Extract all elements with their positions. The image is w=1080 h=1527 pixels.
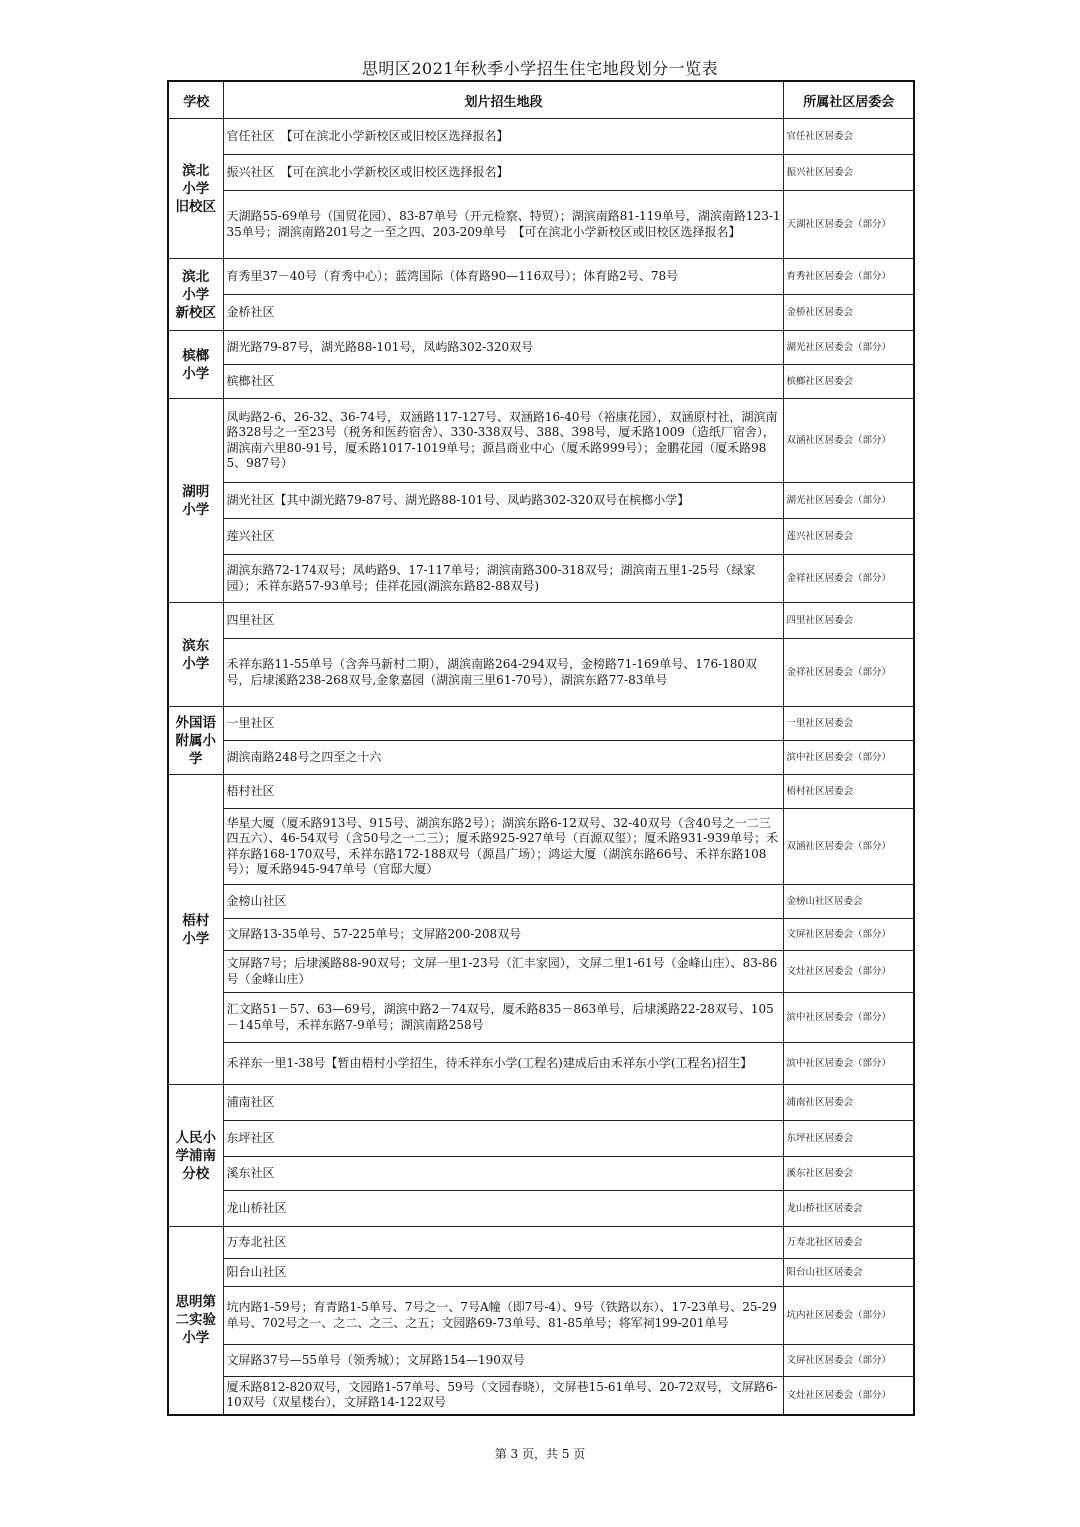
- enrollment-area: 育秀里37－40号（育秀中心）；蓝湾国际（体育路90—116双号）；体育路2号、78号: [223, 259, 783, 295]
- community-committee: 金桥社区居委会: [783, 295, 914, 331]
- community-committee: 溪东社区居委会: [783, 1157, 914, 1191]
- table-row: [168, 519, 914, 555]
- community-committee: 金祥社区居委会（部分）: [783, 639, 914, 707]
- enrollment-area: 坑内路1-59号；育青路1-5单号、7号之一、7号A幢（即7号-4）、9号（铁路以东）、17-23单号、25-29单号、702号之一、之二、之三、之五；文园路69-73单号、81-85单号；将军祠199-201单号: [223, 1287, 783, 1345]
- community-committee: 阳台山社区居委会: [783, 1259, 914, 1287]
- community-committee: 文灶社区居委会（部分）: [783, 1377, 914, 1415]
- header-area: 划片招生地段: [223, 81, 783, 119]
- table-row: [168, 809, 914, 885]
- community-committee: 四里社区居委会: [783, 603, 914, 639]
- enrollment-area: 金桥社区: [223, 295, 783, 331]
- enrollment-area: 禾祥东路11-55单号（含奔马新村二期），湖滨南路264-294双号，金榜路71-169单号、176-180双号，后埭溪路238-268双号,金象嘉园（湖滨南三里61-70号），湖滨东路77-83单号: [223, 639, 783, 707]
- table-row: [168, 1085, 914, 1121]
- table-row: [168, 1157, 914, 1191]
- community-committee: 梧村社区居委会: [783, 775, 914, 809]
- school-name: 滨北 小学 旧校区: [168, 119, 223, 259]
- community-committee: 浦南社区居委会: [783, 1085, 914, 1121]
- school-name: 外国语 附属小 学: [168, 707, 223, 775]
- enrollment-area: 溪东社区: [223, 1157, 783, 1191]
- table-row: [168, 365, 914, 399]
- enrollment-area: 槟榔社区: [223, 365, 783, 399]
- header-community: 所属社区居委会: [783, 81, 914, 119]
- table-row: [168, 1287, 914, 1345]
- enrollment-area: 四里社区: [223, 603, 783, 639]
- enrollment-area: 金榜山社区: [223, 885, 783, 919]
- school-name: 槟榔 小学: [168, 331, 223, 399]
- table-body: [168, 119, 914, 1415]
- enrollment-area: 一里社区: [223, 707, 783, 741]
- enrollment-area: 万寿北社区: [223, 1227, 783, 1259]
- table-row: [168, 155, 914, 191]
- school-name: 思明第 二实验 小学: [168, 1227, 223, 1415]
- table-row: [168, 555, 914, 603]
- community-committee: 坑内社区居委会（部分）: [783, 1287, 914, 1345]
- table-header-row: [168, 81, 914, 119]
- community-committee: 槟榔社区居委会: [783, 365, 914, 399]
- community-committee: 育秀社区居委会（部分）: [783, 259, 914, 295]
- school-name: 湖明 小学: [168, 399, 223, 603]
- table-row: [168, 1345, 914, 1377]
- community-committee: 文屏社区居委会（部分）: [783, 919, 914, 951]
- table-row: [168, 1191, 914, 1227]
- community-committee: 万寿北社区居委会: [783, 1227, 914, 1259]
- table-row: [168, 259, 914, 295]
- community-committee: 官任社区居委会: [783, 119, 914, 155]
- community-committee: 文屏社区居委会（部分）: [783, 1345, 914, 1377]
- table-row: [168, 993, 914, 1043]
- enrollment-area: 莲兴社区: [223, 519, 783, 555]
- community-committee: 东坪社区居委会: [783, 1121, 914, 1157]
- table-row: [168, 1043, 914, 1085]
- enrollment-table: [167, 80, 915, 1416]
- community-committee: 天湖社区居委会（部分）: [783, 191, 914, 259]
- table-row: [168, 191, 914, 259]
- enrollment-area: 湖滨南路248号之四至之十六: [223, 741, 783, 775]
- community-committee: 滨中社区居委会（部分）: [783, 741, 914, 775]
- school-name: 滨东 小学: [168, 603, 223, 707]
- school-name: 滨北 小学 新校区: [168, 259, 223, 331]
- table-row: [168, 775, 914, 809]
- community-committee: 振兴社区居委会: [783, 155, 914, 191]
- table-row: [168, 1259, 914, 1287]
- enrollment-area: 汇文路51－57、63—69号，湖滨中路2－74双号，厦禾路835－863单号，后埭溪路22-28双号、105－145单号，禾祥东路7-9单号；湖滨南路258号: [223, 993, 783, 1043]
- table-row: [168, 919, 914, 951]
- school-name: 梧村 小学: [168, 775, 223, 1085]
- community-committee: 莲兴社区居委会: [783, 519, 914, 555]
- document-title: 思明区2021年秋季小学招生住宅地段划分一览表: [361, 59, 719, 78]
- enrollment-area: 浦南社区: [223, 1085, 783, 1121]
- enrollment-area: 凤屿路2-6、26-32、36-74号，双涵路117-127号、双涵路16-40号（裕康花园），双涵原村社，湖滨南路328号之一至23号（税务和医药宿舍）、330-338双号、388、398号，厦禾路1009（造纸厂宿舍），湖滨南六里80-91号，厦禾路1017-1019单号；源昌商业中心（厦禾路999号）；金鹏花园（厦禾路985、987号）: [223, 399, 783, 483]
- table-row: [168, 331, 914, 365]
- community-committee: 双涵社区居委会（部分）: [783, 809, 914, 885]
- enrollment-area: 湖光社区【其中湖光路79-87号、湖光路88-101号、凤屿路302-320双号在槟榔小学】: [223, 483, 783, 519]
- community-committee: 龙山桥社区居委会: [783, 1191, 914, 1227]
- table-row: [168, 295, 914, 331]
- enrollment-area: 湖光路79-87号，湖光路88-101号，凤屿路302-320双号: [223, 331, 783, 365]
- table-row: [168, 399, 914, 483]
- table-row: [168, 707, 914, 741]
- enrollment-area: 文屏路7号；后埭溪路88-90双号；文屏一里1-23号（汇丰家园），文屏二里1-61号（金峰山庄）、83-86号（金峰山庄）: [223, 951, 783, 993]
- community-committee: 滨中社区居委会（部分）: [783, 993, 914, 1043]
- enrollment-area: 禾祥东一里1-38号【暂由梧村小学招生，待禾祥东小学(工程名)建成后由禾祥东小学(工程名)招生】: [223, 1043, 783, 1085]
- community-committee: 文灶社区居委会（部分）: [783, 951, 914, 993]
- table-row: [168, 483, 914, 519]
- enrollment-area: 振兴社区 【可在滨北小学新校区或旧校区选择报名】: [223, 155, 783, 191]
- enrollment-area: 东坪社区: [223, 1121, 783, 1157]
- table-row: [168, 603, 914, 639]
- enrollment-area: 文屏路13-35单号、57-225单号；文屏路200-208双号: [223, 919, 783, 951]
- community-committee: 湖光社区居委会（部分）: [783, 331, 914, 365]
- table-row: [168, 885, 914, 919]
- enrollment-area: 文屏路37号—55单号（领秀城）；文屏路154—190双号: [223, 1345, 783, 1377]
- table-row: [168, 639, 914, 707]
- community-committee: 金榜山社区居委会: [783, 885, 914, 919]
- table-row: [168, 741, 914, 775]
- enrollment-area: 官任社区 【可在滨北小学新校区或旧校区选择报名】: [223, 119, 783, 155]
- enrollment-area: 湖滨东路72-174双号；凤屿路9、17-117单号；湖滨南路300-318双号；湖滨南五里1-25号（绿家园）；禾祥东路57-93单号；佳祥花园(湖滨东路82-88双号): [223, 555, 783, 603]
- community-committee: 滨中社区居委会（部分）: [783, 1043, 914, 1085]
- header-school: 学校: [168, 81, 223, 119]
- page-footer: 第 3 页，共 5 页: [494, 1447, 586, 1461]
- community-committee: 金祥社区居委会（部分）: [783, 555, 914, 603]
- enrollment-area: 阳台山社区: [223, 1259, 783, 1287]
- enrollment-area: 厦禾路812-820双号，文园路1-57单号、59号（文园春晓），文屏巷15-61单号、20-72双号，文屏路6-10双号（双星楼台），文屏路14-122双号: [223, 1377, 783, 1415]
- school-name: 人民小 学浦南 分校: [168, 1085, 223, 1227]
- table-row: [168, 1121, 914, 1157]
- enrollment-area: 天湖路55-69单号（国贸花园）、83-87单号（开元检察、特贸）；湖滨南路81-119单号，湖滨南路123-135单号；湖滨南路201号之一至之四、203-209单号 【可在滨北小学新校区或旧校区选择报名】: [223, 191, 783, 259]
- table-row: [168, 119, 914, 155]
- enrollment-area: 梧村社区: [223, 775, 783, 809]
- community-committee: 双涵社区居委会（部分）: [783, 399, 914, 483]
- community-committee: 一里社区居委会: [783, 707, 914, 741]
- enrollment-area: 龙山桥社区: [223, 1191, 783, 1227]
- table-row: [168, 951, 914, 993]
- table-row: [168, 1377, 914, 1415]
- community-committee: 湖光社区居委会（部分）: [783, 483, 914, 519]
- enrollment-area: 华星大厦（厦禾路913号、915号、湖滨东路2号）；湖滨东路6-12双号、32-40双号（含40号之一二三四五六）、46-54双号（含50号之一二三）；厦禾路925-927单号（百源双玺）；厦禾路931-939单号；禾祥东路168-170双号，禾祥东路172-188双号（源昌广场）；鸿运大厦（湖滨东路66号、禾祥东路108号）；厦禾路945-947单号（官邸大厦）: [223, 809, 783, 885]
- table-row: [168, 1227, 914, 1259]
